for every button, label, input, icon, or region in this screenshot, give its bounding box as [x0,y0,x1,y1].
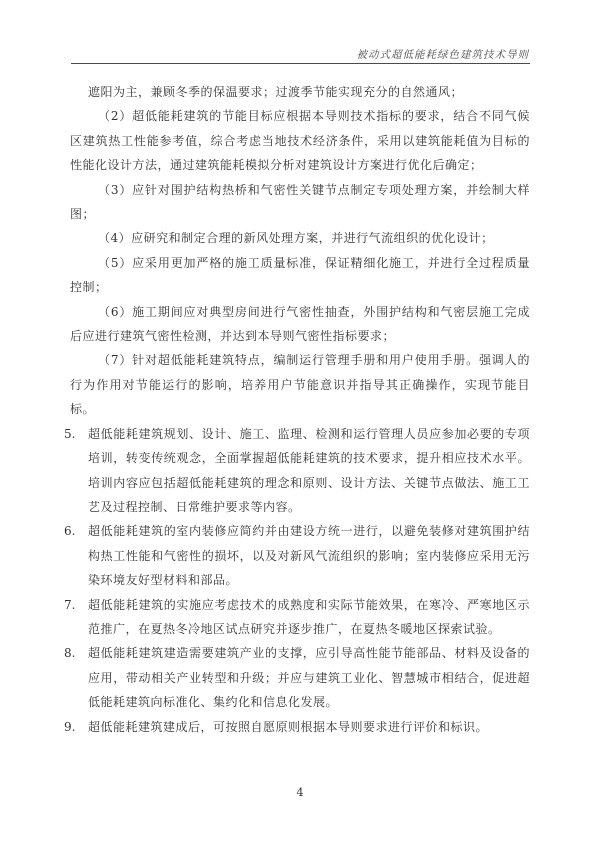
item-number: 8. [64,646,76,661]
numbered-list [64,422,530,739]
item-text: 超低能耗建筑建造需要建筑产业的支撑，应引导高性能节能部品、材料及设备的应用，带动相关产业转型和升级；并应与建筑工业化、智慧城市相结合，促进超低能耗建筑向标准化、集约化和信息化发展。 [88,646,530,710]
numbered-item-5 [64,422,530,520]
numbered-item-9 [64,715,530,739]
item-text: 超低能耗建筑规划、设计、施工、监理、检测和运行管理人员应参加必要的专项培训，转变传统观念，全面掌握超低能耗建筑的技术要求，提升相应技术水平。培训内容应包括超低能耗建筑的理念和原则、设计方法、关键节点做法、施工工艺及过程控制、日常维护要求等内容。 [88,426,530,514]
sub-item-4: （4）应研究和制定合理的新风处理方案，并进行气流组织的优化设计； [98,231,494,246]
sub-item-2: （2）超低能耗建筑的节能目标应根据本导则技术指标的要求，结合不同气候区建筑热工性能参考值，综合考虑当地技术经济条件，采用以建筑能耗值为目标的性能化设计方法，通过建筑能耗模拟分析对建筑设计方案进行优化后确定； [70,109,530,173]
item-text: 超低能耗建筑建成后，可按照自愿原则根据本导则要求进行评价和标识。 [88,719,489,734]
item-text: 超低能耗建筑的实施应考虑技术的成熟度和实际节能效果，在寒冷、严寒地区示范推广，在夏热冬冷地区试点研究并逐步推广，在夏热冬暖地区探索试验。 [88,597,530,636]
item-number: 9. [64,719,76,734]
paragraph-continuation: 遮阳为主，兼顾冬季的保温要求；过渡季节能实现充分的自然通风； [88,85,464,99]
item-number: 5. [64,426,76,441]
header-rule [71,63,530,64]
item-number: 7. [64,597,76,612]
page-number: 4 [296,786,304,799]
numbered-item-6 [64,519,530,592]
sub-item-6: （6）施工期间应对典型房间进行气密性抽查，外围护结构和气密层施工完成后应进行建筑气密性检测，并达到本导则气密性指标要求； [70,304,530,344]
sub-item-7: （7）针对超低能耗建筑特点，编制运行管理手册和用户使用手册。强调人的行为作用对节能运行的影响，培养用户节能意识并指导其正确操作，实现节能目标。 [70,353,530,417]
sub-item-3: （3）应针对围护结构热桥和气密性关键节点制定专项处理方案，并绘制大样图； [70,182,530,222]
item-number: 6. [64,524,76,539]
running-header-title: 被动式超低能耗绿色建筑技术导则 [356,49,529,61]
numbered-item-7 [64,593,530,642]
item-text: 超低能耗建筑的室内装修应简约并由建设方统一进行，以避免装修对建筑围护结构热工性能和气密性的损坏，以及对新风气流组织的影响；室内装修应采用无污染环境友好型材料和部品。 [88,524,530,588]
sub-item-5: （5）应采用更加严格的施工质量标准，保证精细化施工，并进行全过程质量控制； [70,255,530,295]
page-body [0,80,600,739]
numbered-item-8 [64,641,530,714]
